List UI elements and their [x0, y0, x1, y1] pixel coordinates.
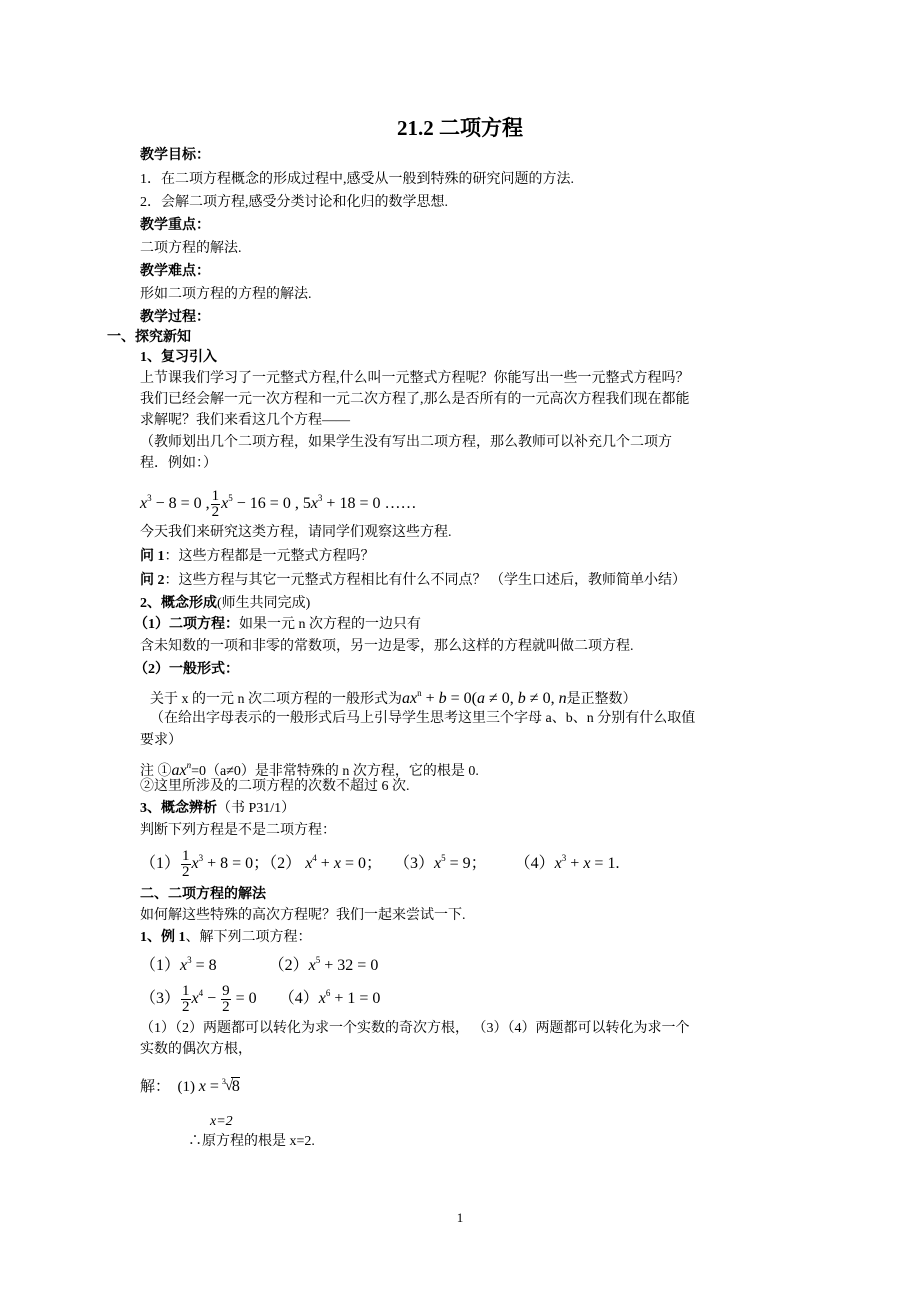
example-equations: $x^3 - 8 = 0$ , $\frac{1}{2}$ $x^5 - 16 = 0$ , $5x^3 + 18 = 0$ ……	[140, 487, 417, 520]
paragraph-line: 求解呢？我们来看这几个方程——	[140, 413, 350, 428]
solution-number: (1)	[177, 1079, 196, 1095]
note1-suffix: =0（a≠0）是非常特殊的 n 次方程，它的根是 0.	[191, 764, 479, 779]
solution-line: 解： (1) x = 3 √ 8	[140, 1077, 240, 1095]
definition-line	[134, 615, 421, 635]
item-label: （4）	[514, 855, 555, 872]
paragraph-line: 我们已经会解一元一次方程和一元二次方程了,那么是否所有的一元高次方程我们现在都能	[140, 392, 690, 407]
section1-heading: 一、探究新知	[107, 330, 191, 345]
key-point-text: 二项方程的解法.	[140, 241, 242, 256]
form-note-line: （在给出字母表示的一般形式后马上引导学生思考这里三个字母 a、b、n 分别有什么取值	[150, 711, 696, 726]
definition-label: （1）二项方程：	[134, 617, 239, 632]
example-row-1: $(1)x^3 = 8$ $(2)x^5 + 32 = 0$	[140, 955, 379, 974]
item-label: （3）	[393, 855, 434, 872]
ellipsis: ……	[384, 495, 417, 512]
q2-text: ：这些方程与其它一元整式方程相比有什么不同点？ （学生口述后，教师简单小结）	[164, 573, 686, 588]
section2-intro: 如何解这些特殊的高次方程呢？我们一起来尝试一下.	[140, 908, 466, 923]
example-heading: 1、例 1	[140, 930, 186, 945]
sub1-heading: 1、复习引入	[140, 350, 217, 365]
identify-equations: （1） $\frac{1}{2}$ $x^3 + 8 = 0$；（2） $x^4 + x = 0$； $(3)x^5 = 9$； $(4)x^3 + x = 1$.	[140, 847, 620, 880]
sub2-note: (师生共同完成)	[217, 596, 311, 611]
general-form-line: 关于 x 的一元 n 次二项方程的一般形式为$ax^n + b = 0(a \ne 0$, b ≠ 0, n是正整数）	[150, 688, 637, 707]
question-2	[140, 571, 686, 591]
q1-text: ：这些方程都是一元整式方程吗？	[164, 549, 375, 564]
difficulty-text: 形如二项方程的方程的解法.	[140, 287, 312, 302]
document-title: 21.2 二项方程	[397, 116, 523, 140]
objective-item: 1．在二项方程概念的形成过程中,感受从一般到特殊的研究问题的方法.	[140, 172, 574, 187]
sub3-prompt: 判断下列方程是不是二项方程：	[140, 823, 336, 838]
page-number: 1	[456, 1210, 464, 1225]
item-label: ；（2）	[253, 855, 302, 872]
question-1	[140, 547, 375, 567]
general-form-text: 关于 x 的一元 n 次二项方程的一般形式为	[150, 692, 402, 707]
example-prompt: 、解下列二项方程：	[185, 930, 312, 945]
sub3-heading: 3、概念辨析	[140, 801, 217, 816]
definition-text: 如果一元 n 次方程的一边只有	[239, 617, 421, 632]
item-sep: .	[615, 855, 620, 872]
general-form-condition: 是正整数）	[566, 692, 637, 707]
section2-heading: 二、二项方程的解法	[140, 887, 266, 902]
example-heading-line	[140, 928, 312, 948]
observe-text: 今天我们来研究这类方程，请同学们观察这些方程.	[140, 525, 452, 540]
sub3-note: （书 P31/1）	[217, 801, 296, 816]
paragraph-line: （教师划出几个二项方程，如果学生没有写出二项方程，那么教师可以补充几个二项方	[140, 435, 672, 450]
q1-label: 问 1	[140, 549, 165, 564]
analysis-line: 实数的偶次方根，	[140, 1042, 252, 1057]
ex-label: （4）	[278, 990, 319, 1007]
solution-label: 解：	[140, 1079, 171, 1095]
ex-label: （1）	[140, 957, 181, 974]
example-row-2: （3） $\frac{1}{2}$ $x^4$ − $\frac{9}{2}$ = 0 $(4)x^6 + 1 = 0$	[140, 982, 381, 1015]
key-point-heading: 教学重点：	[140, 218, 210, 233]
general-form-label: （2）一般形式：	[134, 662, 239, 677]
note-2: ②这里所涉及的二项方程的次数不超过 6 次.	[140, 779, 410, 794]
objective-item: 2．会解二项方程,感受分类讨论和化归的数学思想.	[140, 195, 448, 210]
process-heading: 教学过程：	[140, 310, 210, 325]
sub2-heading-line	[140, 594, 310, 614]
analysis-line: （1）（2）两题都可以转化为求一个实数的奇次方根， （3）（4）两题都可以转化为求一个	[140, 1021, 690, 1036]
solution-step: x=2	[210, 1114, 233, 1129]
sub2-heading: 2、概念形成	[140, 596, 217, 611]
ex-label: （3）	[140, 990, 181, 1007]
note-1: 注 $①ax^n=0(a\ne 0)$是非常特殊的 n 次方程，它的根是 0.	[140, 760, 479, 779]
difficulty-heading: 教学难点：	[140, 264, 210, 279]
item-label: （1）	[140, 855, 181, 872]
solution-conclusion: ∴原方程的根是 x=2.	[188, 1134, 315, 1149]
paragraph-line: 上节课我们学习了一元整式方程,什么叫一元整式方程呢？你能写出一些一元整式方程吗？	[140, 371, 690, 386]
form-note-line: 要求）	[140, 733, 182, 748]
item-sep: ；	[470, 855, 487, 872]
q2-label: 问 2	[140, 573, 165, 588]
objectives-heading: 教学目标：	[140, 148, 210, 163]
note1-prefix: 注 ①	[140, 764, 172, 779]
paragraph-line: 程．例如：）	[140, 456, 217, 471]
item-sep: ；	[365, 855, 382, 872]
ex-label: （2）	[268, 957, 309, 974]
sub3-heading-line	[140, 799, 295, 819]
definition-continuation: 含未知数的一项和非零的常数项，另一边是零，那么这样的方程就叫做二项方程.	[140, 639, 634, 654]
